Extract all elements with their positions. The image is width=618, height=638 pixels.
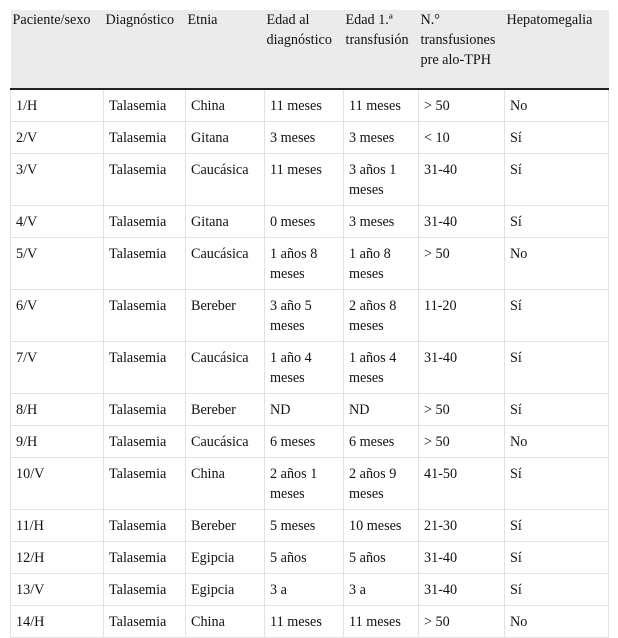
cell-num-transfusiones: > 50 (419, 606, 505, 638)
table-row (11, 342, 609, 394)
table-row (11, 458, 609, 510)
cell-edad-transfusion: 6 meses (344, 426, 419, 458)
cell-diagnostico: Talasemia (104, 574, 186, 606)
cell-num-transfusiones: > 50 (419, 426, 505, 458)
cell-edad-diagnostico: 3 meses (265, 122, 344, 154)
cell-paciente: 14/H (11, 606, 104, 638)
cell-edad-transfusion: 10 meses (344, 510, 419, 542)
cell-hepatomegalia: Sí (505, 342, 609, 394)
cell-paciente: 11/H (11, 510, 104, 542)
cell-edad-diagnostico: ND (265, 394, 344, 426)
cell-num-transfusiones: 21-30 (419, 510, 505, 542)
cell-etnia: Bereber (186, 510, 265, 542)
cell-paciente: 1/H (11, 89, 104, 122)
table-row (11, 238, 609, 290)
cell-hepatomegalia: Sí (505, 458, 609, 510)
cell-edad-transfusion: 1 años 4 meses (344, 342, 419, 394)
cell-hepatomegalia: Sí (505, 510, 609, 542)
cell-diagnostico: Talasemia (104, 122, 186, 154)
cell-edad-diagnostico: 11 meses (265, 606, 344, 638)
table-row (11, 606, 609, 638)
header-edad-transfusion: Edad 1.ª transfusión (344, 10, 419, 89)
cell-edad-transfusion: 3 años 1 meses (344, 154, 419, 206)
cell-diagnostico: Talasemia (104, 206, 186, 238)
header-paciente-sexo: Paciente/sexo (11, 10, 104, 89)
cell-diagnostico: Talasemia (104, 89, 186, 122)
cell-edad-transfusion: 11 meses (344, 606, 419, 638)
table-row (11, 206, 609, 238)
cell-hepatomegalia: Sí (505, 542, 609, 574)
cell-hepatomegalia: Sí (505, 394, 609, 426)
table-row (11, 426, 609, 458)
cell-hepatomegalia: No (505, 89, 609, 122)
cell-num-transfusiones: > 50 (419, 238, 505, 290)
header-hepatomegalia: Hepatomegalia (505, 10, 609, 89)
cell-num-transfusiones: > 50 (419, 89, 505, 122)
cell-paciente: 2/V (11, 122, 104, 154)
cell-etnia: Caucásica (186, 342, 265, 394)
cell-edad-transfusion: 2 años 8 meses (344, 290, 419, 342)
cell-edad-transfusion: ND (344, 394, 419, 426)
cell-edad-diagnostico: 5 años (265, 542, 344, 574)
table-container (10, 10, 608, 630)
cell-diagnostico: Talasemia (104, 290, 186, 342)
cell-num-transfusiones: 31-40 (419, 206, 505, 238)
cell-num-transfusiones: 11-20 (419, 290, 505, 342)
cell-etnia: China (186, 606, 265, 638)
cell-diagnostico: Talasemia (104, 426, 186, 458)
cell-hepatomegalia: Sí (505, 574, 609, 606)
header-num-transfusiones: N.° transfusiones pre alo-TPH (419, 10, 505, 89)
cell-etnia: Egipcia (186, 542, 265, 574)
table-row (11, 542, 609, 574)
cell-edad-diagnostico: 2 años 1 meses (265, 458, 344, 510)
cell-hepatomegalia: Sí (505, 290, 609, 342)
cell-edad-diagnostico: 3 año 5 meses (265, 290, 344, 342)
table-row (11, 122, 609, 154)
cell-paciente: 3/V (11, 154, 104, 206)
table-row (11, 89, 609, 122)
cell-edad-transfusion: 3 meses (344, 206, 419, 238)
cell-edad-diagnostico: 11 meses (265, 89, 344, 122)
header-etnia: Etnia (186, 10, 265, 89)
cell-etnia: Gitana (186, 122, 265, 154)
cell-hepatomegalia: No (505, 238, 609, 290)
table-row (11, 154, 609, 206)
cell-diagnostico: Talasemia (104, 238, 186, 290)
header-edad-diagnostico: Edad al diagnóstico (265, 10, 344, 89)
cell-etnia: China (186, 458, 265, 510)
cell-etnia: China (186, 89, 265, 122)
cell-etnia: Gitana (186, 206, 265, 238)
cell-paciente: 13/V (11, 574, 104, 606)
cell-etnia: Caucásica (186, 426, 265, 458)
cell-edad-transfusion: 3 a (344, 574, 419, 606)
cell-paciente: 12/H (11, 542, 104, 574)
cell-edad-diagnostico: 5 meses (265, 510, 344, 542)
cell-hepatomegalia: Sí (505, 154, 609, 206)
cell-edad-diagnostico: 1 años 8 meses (265, 238, 344, 290)
cell-diagnostico: Talasemia (104, 154, 186, 206)
cell-edad-transfusion: 1 año 8 meses (344, 238, 419, 290)
cell-edad-diagnostico: 11 meses (265, 154, 344, 206)
cell-paciente: 4/V (11, 206, 104, 238)
cell-etnia: Egipcia (186, 574, 265, 606)
cell-diagnostico: Talasemia (104, 542, 186, 574)
header-row (11, 10, 609, 89)
cell-num-transfusiones: 31-40 (419, 154, 505, 206)
cell-paciente: 7/V (11, 342, 104, 394)
cell-diagnostico: Talasemia (104, 394, 186, 426)
cell-edad-transfusion: 2 años 9 meses (344, 458, 419, 510)
cell-edad-diagnostico: 6 meses (265, 426, 344, 458)
cell-num-transfusiones: 31-40 (419, 542, 505, 574)
cell-edad-diagnostico: 1 año 4 meses (265, 342, 344, 394)
cell-etnia: Bereber (186, 394, 265, 426)
cell-diagnostico: Talasemia (104, 606, 186, 638)
table-row (11, 574, 609, 606)
cell-num-transfusiones: 31-40 (419, 342, 505, 394)
cell-diagnostico: Talasemia (104, 342, 186, 394)
cell-num-transfusiones: 31-40 (419, 574, 505, 606)
cell-hepatomegalia: Sí (505, 122, 609, 154)
cell-edad-diagnostico: 0 meses (265, 206, 344, 238)
cell-paciente: 5/V (11, 238, 104, 290)
cell-hepatomegalia: Sí (505, 206, 609, 238)
cell-num-transfusiones: > 50 (419, 394, 505, 426)
cell-diagnostico: Talasemia (104, 458, 186, 510)
cell-hepatomegalia: No (505, 606, 609, 638)
cell-edad-transfusion: 3 meses (344, 122, 419, 154)
cell-paciente: 6/V (11, 290, 104, 342)
patient-table (10, 10, 609, 638)
cell-hepatomegalia: No (505, 426, 609, 458)
cell-paciente: 10/V (11, 458, 104, 510)
cell-diagnostico: Talasemia (104, 510, 186, 542)
table-row (11, 394, 609, 426)
cell-etnia: Bereber (186, 290, 265, 342)
cell-paciente: 8/H (11, 394, 104, 426)
table-row (11, 290, 609, 342)
cell-paciente: 9/H (11, 426, 104, 458)
cell-etnia: Caucásica (186, 154, 265, 206)
cell-etnia: Caucásica (186, 238, 265, 290)
cell-edad-diagnostico: 3 a (265, 574, 344, 606)
table-row (11, 510, 609, 542)
cell-num-transfusiones: < 10 (419, 122, 505, 154)
cell-num-transfusiones: 41-50 (419, 458, 505, 510)
cell-edad-transfusion: 11 meses (344, 89, 419, 122)
cell-edad-transfusion: 5 años (344, 542, 419, 574)
header-diagnostico: Diagnóstico (104, 10, 186, 89)
